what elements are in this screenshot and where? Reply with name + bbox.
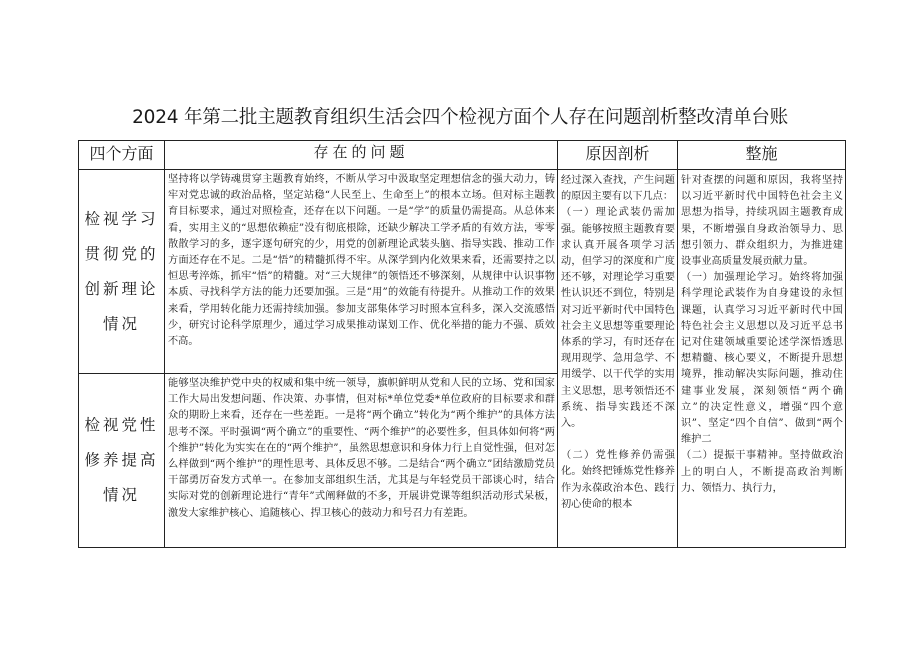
aspect-line: 情况 xyxy=(102,314,140,333)
causes-cell xyxy=(558,170,678,548)
measures-point-1: （一）加强理论学习。始终将加强科学理论武装作为自身建设的永恒课题，认真学习习近平新时代中国特色社会主义思想以及习近平总书记对住建领域重要论述学深悟透思想精髓、核心要义，不断提升思想境界，推动解决实际问题，推动住建事业发展，深刻领悟“两个确立”的决定性意义，增强“四个意识”、坚定“四个自信”、做到“两个维护二 xyxy=(681,272,843,446)
header-measures: 整施 xyxy=(678,141,846,170)
causes-point-2: （二）党性修养仍需强化。始终把锤炼党性修养作为永葆政治本色、践行初心使命的根本 xyxy=(561,450,675,510)
aspect-line: 贯彻党的 xyxy=(84,244,159,263)
causes-intro: 经过深入查找，产生问题的原因主要有以下几点： xyxy=(561,175,675,203)
header-causes: 原因剖析 xyxy=(558,141,678,170)
rectification-ledger-table xyxy=(78,140,846,548)
page-title: 2024 年第二批主题教育组织生活会四个检视方面个人存在问题剖析整改清单台账 xyxy=(132,107,788,128)
aspect-line: 检视党性 xyxy=(84,416,159,434)
aspect-line: 情况 xyxy=(102,486,140,504)
aspect-cell xyxy=(79,170,165,374)
problem-cell: 坚持将以学铸魂贯穿主题教育始终，不断从学习中汲取坚定理想信念的强大动力，铸牢对党忠诚的政治品格，坚定站稳“人民至上、生命至上”的根本立场。但对标主题教育目标要求，通过对照检查，还存在以下问题。一是“学”的质量仍需提高。从总体来看，实用主义的“思想依赖症”没有彻底根除，还缺少解决工学矛盾的有效方法，零零散散学习的多，逐字逐句研究的少，用党的创新理论武装头脑、指导实践、推动工作方面还存在不足。二是“悟”的精髓抓得不牢。从深学到内化效果来看，还需要持之以恒思考淬炼，抓牢“悟”的精髓。对“三大规律”的领悟还不够深刻，从规律中认识事物本质、寻找科学方法的能力还要加强。三是“用”的效能有待提升。从推动工作的效果来看，学用转化能力还需持续加强。参加支部集体学习时照本宣科多，深入交流感悟少，研究讨论科学原理少，通过学习成果推动谋划工作、优化举措的能力不强、质效不高。 xyxy=(165,170,558,374)
measures-cell xyxy=(678,170,846,548)
aspect-line: 检视学习 xyxy=(84,209,159,228)
aspect-line: 创新理论 xyxy=(84,279,159,298)
table-row xyxy=(79,170,846,374)
header-problems: 存在的问题 xyxy=(165,141,558,170)
header-aspect: 四个方面 xyxy=(79,141,165,170)
problem-cell: 能够坚决维护党中央的权威和集中统一领导，旗帜鲜明从党和人民的立场、党和国家工作大局出发想问题、作决策、办事情，但对标*单位党委*单位政府的目标要求和群众的期盼上来看，还存在一些差距。一是将“两个确立”转化为“两个维护”的具体方法思考不深。平时强调“两个确立”的重要性、“两个维护”的必要性多，但具体如何将“两个维护”转化为实实在在的“两个维护”，虽然思想意识和身体力行上自觉性强，但对怎么样做到“两个维护”的理性思考、具体反思不够。二是结合“两个确立”团结激励党员干部勇厉奋发方式单一。在参加支部组织生活，尤其是与年轻党员干部谈心时，结合实际对党的创新理论进行“青年”式阐释做的不多，开展讲党课等组织活动形式呆板，激发大家维护核心、追随核心、捍卫核心的鼓动力和号召力有差距。 xyxy=(165,374,558,548)
causes-point-1: （一）理论武装仍需加强。能够按照主题教育要求认真开展各项学习活动，但学习的深度和广度还不够，对理论学习重要性认识还不到位，特别是对习近平新时代中国特色社会主义思想等重要理论体系的学习，有时还存在现用现学、急用急学、不用缓学、以干代学的实用主义思想，思考领悟还不系统、指导实践还不深入。 xyxy=(561,207,675,430)
aspect-cell xyxy=(79,374,165,548)
measures-intro: 针对查摆的问题和原因，我将坚持以习近平新时代中国特色社会主义思想为指导，持续巩固主题教育成果，不断增强自身政治领导力、思想引领力、群众组织力，为推进建设事业高质量发展贡献力量。 xyxy=(681,175,843,268)
header-row xyxy=(79,141,846,170)
aspect-line: 修养提高 xyxy=(84,451,159,469)
measures-point-2: （二）提振干事精神。坚持做政治上的明白人，不断提高政治判断力、领悟力、执行力， xyxy=(681,450,843,494)
